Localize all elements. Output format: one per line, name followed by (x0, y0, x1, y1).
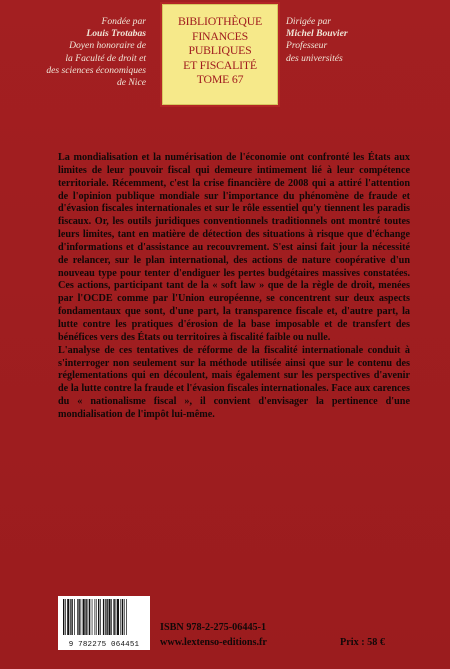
isbn: ISBN 978-2-275-06445-1 (160, 622, 267, 633)
price: Prix : 58 € (340, 637, 385, 648)
barcode-bars (62, 599, 146, 637)
director-title-line2: des universités (286, 52, 343, 64)
cover-header (0, 0, 450, 130)
barcode (58, 596, 150, 646)
publisher-website: www.lextenso-editions.fr (160, 637, 267, 648)
summary-paragraph-1: La mondialisation et la numérisation de l'économie ont confronté les États aux limites de leur pouvoir fiscal qui demeure intimement lié à leur compétence territoriale. Récemment, c'est la crise financière de 2008 qui a attiré l'attention de l'opinion publique mondiale sur l'importance du phénomène de fraude et d'évasion fiscales internationales et sur le rôle essentiel qu'y tiennent les paradis fiscaux. Or, les outils juridiques conventionnels traditionnels ont montré toutes leurs limites, tant en matière de détection des situations à risque que d'échange d'informations et d'assistance au recouvrement. S'est ainsi fait jour la nécessité de relancer, sur le plan international, des actions de nature coopérative d'un nouveau type pour tenter d'endiguer les pertes budgétaires massives constatées. Ces actions, participant tant de la « soft law » que de la règle de droit, menées par l'OCDE comme par l'Union européenne, se concentrent sur deux aspects fondamentaux que sont, d'une part, la transparence fiscale et, d'autre part, la lutte contre les pratiques d'érosion de la base imposable et de transfert des bénéfices vers des États ou territoires à fiscalité faible ou nulle. (58, 152, 410, 343)
summary-paragraph-2: L'analyse de ces tentatives de réforme de la fiscalité internationale conduit à s'interroger non seulement sur la méthode utilisée ainsi que sur le contenu des réglementations qui en découlent, mais également sur les perspectives d'avenir de la lutte contre la fraude et l'évasion fiscales internationales. Face aux carences du « nationalisme fiscal », il convient d'envisager la pertinence d'une mondialisation de l'impôt lui-même. (58, 344, 410, 420)
founder-title-line4: de Nice (116, 77, 146, 89)
founder-title-line1: Doyen honoraire de (69, 40, 146, 52)
series-line1: BIBLIOTHÈQUE (177, 14, 263, 28)
series-title-box (162, 4, 278, 105)
series-line2: FINANCES PUBLIQUES (188, 28, 252, 58)
director-block (286, 16, 446, 65)
director-name: Michel Bouvier (286, 28, 348, 40)
barcode-digits: 9 782275 064451 (58, 640, 150, 650)
series-line3: ET FISCALITÉ (183, 57, 257, 72)
founder-title-line2: la Faculté de droit et (65, 52, 146, 64)
back-cover-summary (58, 152, 410, 422)
founder-title-line3: des sciences économiques (46, 64, 146, 76)
founder-block (0, 16, 146, 89)
founder-name: Louis Trotabas (86, 28, 146, 40)
director-title-line1: Professeur (286, 40, 328, 52)
founder-label: Fondée par (101, 16, 146, 27)
director-label: Dirigée par (286, 16, 332, 27)
series-volume: TOME 67 (196, 72, 244, 87)
